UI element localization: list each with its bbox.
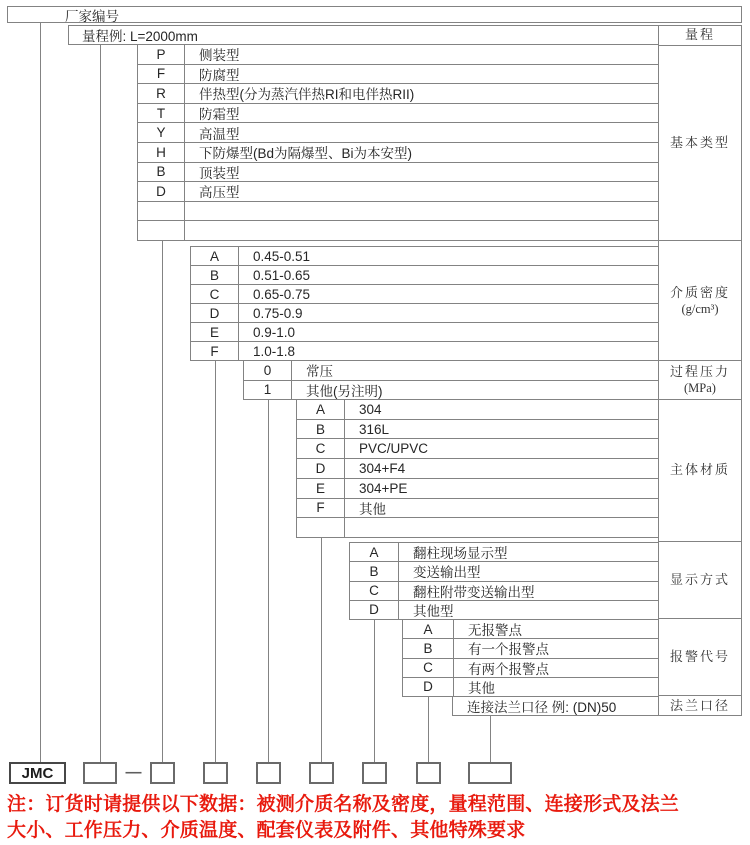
- code-cell: D: [350, 601, 399, 619]
- table-process-pressure: [243, 361, 658, 400]
- table-row: [297, 459, 658, 479]
- table-row: [244, 361, 658, 381]
- code-cell: D: [138, 182, 185, 201]
- desc-cell: 1.0-1.8: [253, 343, 296, 359]
- table-display-mode: [349, 542, 658, 620]
- table-row: [138, 163, 658, 183]
- connector-line-process-pressure: [268, 400, 269, 762]
- table-row: [191, 247, 658, 266]
- label-flange-size: 法兰口径: [669, 697, 730, 713]
- table-row: [138, 182, 658, 202]
- order-note-line1: 注：订货时请提供以下数据：被测介质名称及密度，量程范围、连接形式及法兰: [7, 794, 680, 815]
- desc-cell: 高温型: [199, 126, 240, 142]
- factory-code-box: [7, 6, 742, 23]
- table-row: [297, 420, 658, 440]
- code-cell: C: [191, 285, 239, 303]
- label-cell-range: [659, 26, 741, 46]
- table-row: [191, 266, 658, 285]
- table-row: [403, 639, 658, 658]
- connector-line-range: [100, 45, 101, 762]
- table-row: [350, 601, 658, 620]
- table-row: [297, 439, 658, 459]
- desc-cell: 侧装型: [199, 48, 240, 64]
- model-code-box-basic-type: [150, 762, 175, 784]
- code-cell: D: [191, 304, 239, 322]
- desc-cell: 高压型: [199, 185, 240, 201]
- label-cell-medium-density: [659, 241, 741, 361]
- code-cell: A: [297, 400, 345, 419]
- desc-cell: 316L: [359, 421, 390, 437]
- desc-cell: 翻柱附带变送输出型: [413, 584, 535, 600]
- code-cell: E: [191, 323, 239, 341]
- table-row: [350, 543, 658, 562]
- desc-cell: 304+F4: [359, 461, 406, 477]
- code-cell: B: [403, 639, 454, 657]
- code-cell: F: [297, 499, 345, 518]
- desc-cell: 其他型: [413, 603, 454, 619]
- desc-cell: 其他: [468, 680, 495, 696]
- table-row: [297, 518, 658, 538]
- model-code-box-flange-size: [468, 762, 512, 784]
- table-row: [191, 285, 658, 304]
- model-code-box-process-pressure: [256, 762, 281, 784]
- label-cell-process-pressure: [659, 361, 741, 400]
- table-row: [403, 678, 658, 697]
- code-cell: A: [350, 543, 399, 561]
- label-range: 量程: [684, 27, 715, 43]
- category-label-column: [658, 25, 742, 716]
- label-cell-flange-size: [659, 696, 741, 715]
- table-row: [191, 323, 658, 342]
- desc-cell: 其他(另注明): [306, 383, 383, 399]
- connector-line-factory: [40, 23, 41, 762]
- desc-cell: 伴热型(分为蒸汽伴热RI和电伴热RII): [199, 87, 415, 103]
- label-display-mode: 显示方式: [669, 571, 730, 587]
- table-row: [350, 582, 658, 601]
- desc-cell: 无报警点: [468, 623, 522, 639]
- desc-cell: [185, 202, 658, 221]
- code-cell: H: [138, 143, 185, 162]
- label-basic-type: 基本类型: [669, 135, 730, 151]
- range-example-label: 量程例: L=2000mm: [82, 29, 198, 44]
- table-row: [138, 84, 658, 104]
- connector-line-display-mode: [374, 620, 375, 762]
- label-process-pressure: 过程压力: [669, 363, 730, 379]
- code-cell: [297, 518, 345, 537]
- label-cell-alarm-code: [659, 619, 741, 696]
- desc-cell: 有一个报警点: [468, 642, 549, 658]
- table-row: [297, 499, 658, 519]
- table-row: [350, 562, 658, 581]
- model-code-box-alarm-code: [416, 762, 441, 784]
- table-row: [138, 45, 658, 65]
- code-cell: B: [138, 163, 185, 182]
- table-row: [453, 697, 658, 716]
- desc-cell: 连接法兰口径 例: (DN)50: [467, 700, 617, 715]
- connector-line-alarm-code: [428, 697, 429, 762]
- desc-cell: 常压: [306, 364, 333, 380]
- code-cell: D: [297, 459, 345, 478]
- table-row: [244, 381, 658, 401]
- model-code-box-display-mode: [362, 762, 387, 784]
- table-row: [138, 65, 658, 85]
- label-cell-display-mode: [659, 542, 741, 620]
- desc-cell: 其他: [359, 501, 386, 517]
- code-cell: C: [350, 582, 399, 600]
- desc-cell: 防腐型: [199, 67, 240, 83]
- table-row: [297, 400, 658, 420]
- code-cell: E: [297, 479, 345, 498]
- table-flange-size: [452, 697, 658, 716]
- desc-cell: 翻柱现场显示型: [413, 546, 508, 562]
- desc-cell: 0.75-0.9: [253, 305, 303, 321]
- table-row: [191, 304, 658, 323]
- desc-cell: 0.65-0.75: [253, 286, 311, 302]
- model-prefix-box: [9, 762, 66, 784]
- label-alarm-code: 报警代号: [669, 649, 730, 665]
- label-medium-density-unit: (g/cm³): [681, 301, 719, 316]
- table-body-material: [296, 400, 658, 538]
- label-body-material: 主体材质: [669, 462, 730, 478]
- desc-cell: 防霜型: [199, 107, 240, 123]
- desc-cell: PVC/UPVC: [359, 441, 429, 457]
- model-code-box-body-material: [309, 762, 334, 784]
- code-cell: R: [138, 84, 185, 103]
- table-row: [138, 221, 658, 241]
- desc-cell: 304+PE: [359, 480, 408, 496]
- code-cell: F: [191, 342, 239, 360]
- label-process-pressure-unit: (MPa): [684, 380, 716, 395]
- table-row: [191, 342, 658, 361]
- table-alarm-code: [402, 620, 658, 697]
- code-cell: [138, 221, 185, 240]
- table-row: [138, 123, 658, 143]
- model-separator: —: [125, 764, 142, 781]
- order-note-line2: 大小、工作压力、介质温度、配套仪表及附件、其他特殊要求: [7, 820, 526, 841]
- code-cell: D: [403, 678, 454, 696]
- table-row: [138, 143, 658, 163]
- code-cell: T: [138, 104, 185, 123]
- desc-cell: 下防爆型(Bd为隔爆型、Bi为本安型): [199, 146, 413, 162]
- factory-code-label: 厂家编号: [65, 8, 119, 24]
- code-cell: 1: [244, 381, 292, 400]
- code-cell: C: [297, 439, 345, 458]
- table-medium-density: [190, 246, 658, 361]
- desc-cell: [345, 518, 658, 537]
- table-row: [138, 202, 658, 222]
- connector-line-basic-type: [162, 241, 163, 762]
- code-cell: B: [297, 420, 345, 439]
- table-row: [297, 479, 658, 499]
- table-basic-type: [137, 45, 658, 241]
- code-cell: 0: [244, 361, 292, 380]
- desc-cell: 有两个报警点: [468, 661, 549, 677]
- range-example-row: [68, 25, 658, 45]
- table-row: [403, 620, 658, 639]
- table-row: [138, 104, 658, 124]
- label-cell-body-material: [659, 400, 741, 542]
- desc-cell: 变送输出型: [413, 565, 481, 581]
- connector-line-body-material: [321, 538, 322, 762]
- desc-cell: 304: [359, 401, 382, 417]
- code-cell: B: [350, 562, 399, 580]
- table-row: [403, 659, 658, 678]
- desc-cell: 0.9-1.0: [253, 324, 296, 340]
- code-cell: [138, 202, 185, 221]
- connector-line-medium-density: [215, 361, 216, 762]
- model-code-box-medium-density: [203, 762, 228, 784]
- model-code-box-range: [83, 762, 117, 784]
- code-cell: B: [191, 266, 239, 284]
- label-medium-density: 介质密度: [669, 284, 730, 300]
- desc-cell: 顶装型: [199, 165, 240, 181]
- code-cell: C: [403, 659, 454, 677]
- code-cell: A: [191, 247, 239, 265]
- desc-cell: 0.51-0.65: [253, 267, 311, 283]
- code-cell: A: [403, 620, 454, 638]
- model-prefix-label: JMC: [21, 764, 54, 782]
- desc-cell: 0.45-0.51: [253, 248, 311, 264]
- label-cell-basic-type: [659, 46, 741, 241]
- code-cell: P: [138, 45, 185, 64]
- order-note: [7, 792, 749, 844]
- code-cell: Y: [138, 123, 185, 142]
- code-cell: F: [138, 65, 185, 84]
- desc-cell: [185, 221, 658, 240]
- connector-line-flange-size: [490, 716, 491, 762]
